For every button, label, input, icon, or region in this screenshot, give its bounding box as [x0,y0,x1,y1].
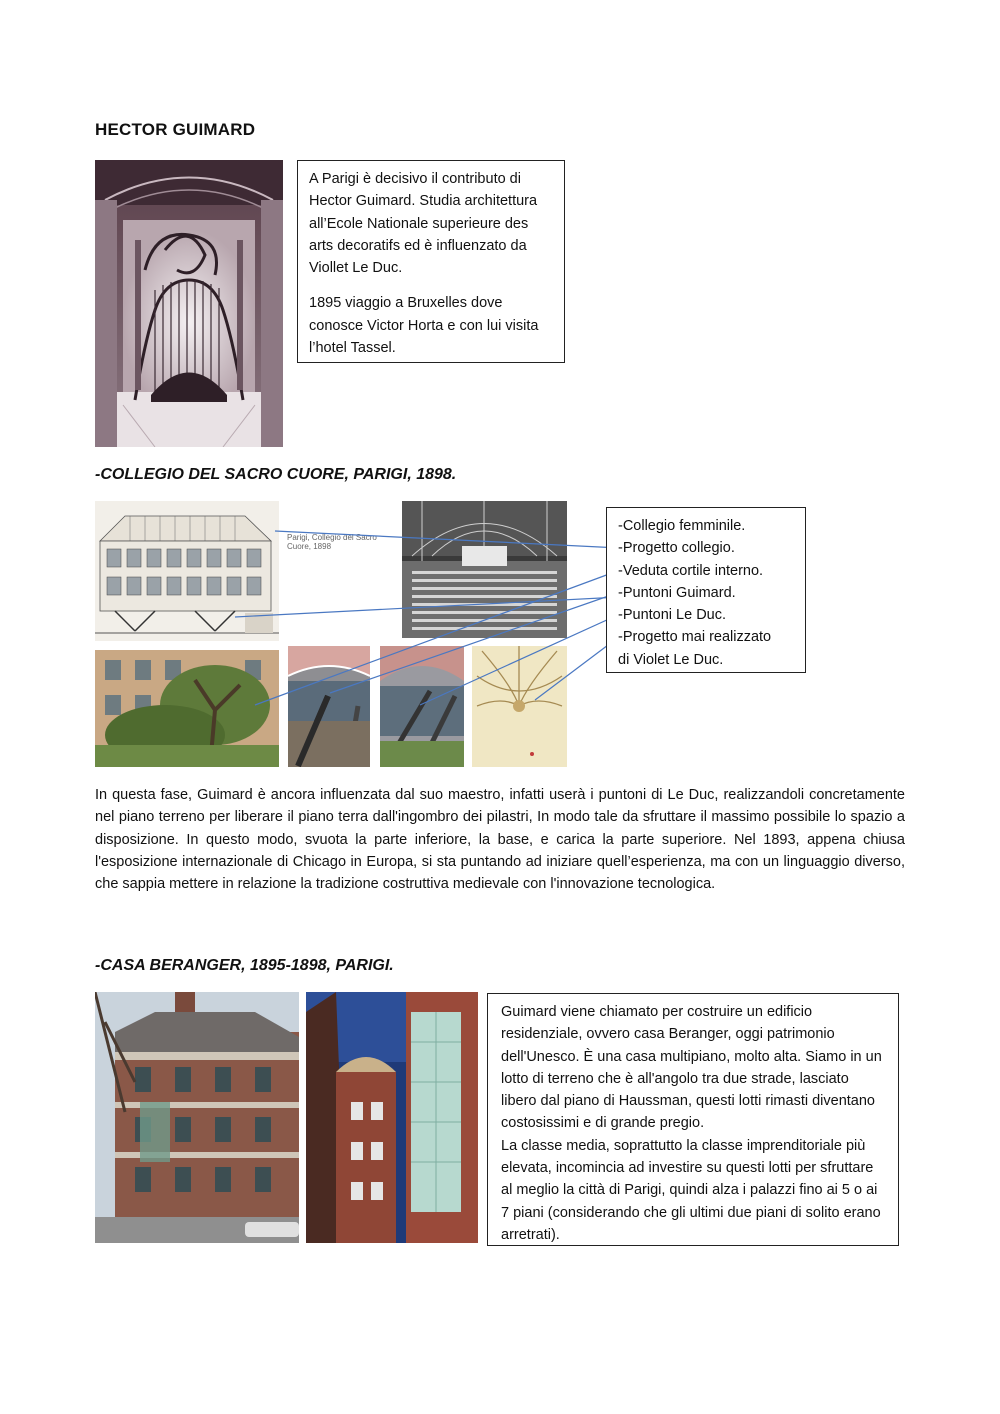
beranger-courtyard-photo [306,992,478,1243]
intro-paragraph-1: A Parigi è decisivo il contributo di Hector Guimard. Studia architettura all’Ecole Nationale superieure des arts decoratifs ed è influenzato da Viollet Le Duc. [309,171,538,277]
intro-paragraph-2: 1895 viaggio a Bruxelles dove conosce Victor Horta e con lui visita l’hotel Tassel. [309,295,539,357]
legend-item-4: -Puntoni Guimard. [618,584,736,601]
beranger-paragraph-1: Guimard viene chiamato per costruire un edificio residenziale, ovvero casa Beranger, oggi patrimonio dell'Unesco. È una casa multipiano, molto alta. Siamo in un lotto di terreno che è all'angolo tra due strade, lasciato libero dal piano di Haussman, questi lotti rimasti diventano costosissimi e di grande pregio. [501,1004,882,1132]
beranger-facade-photo [95,992,299,1243]
collegio-paragraph: In questa fase, Guimard è ancora influenzata dal suo maestro, infatti userà i puntoni di Le Duc, realizzandoli concretamente nel piano terreno per liberare il piano terra dall'ingombro dei pilastri, In modo tale da sfruttare il massimo possibile lo spazio a disposizione. In questo modo, svuota la parte inferiore, la base, e carica la parte superiore. Nel 1893, appena chiusa l'esposizione internazionale di Chicago in Europa, si sta puntando ad iniziare quell’esperienza, ma con un linguaggio diverso, che sappia mettere in relazione la tradizione costruttiva medievale con l'innovazione tecnologica. [95,787,905,893]
section-heading-beranger: -CASA BERANGER, 1895-1898, PARIGI. [95,957,394,974]
college-legend-box [606,507,806,673]
legend-item-1: -Collegio femminile. [618,518,746,534]
section-heading-collegio: -COLLEGIO DEL SACRO CUORE, PARIGI, 1898. [95,466,457,483]
beranger-paragraph-2: La classe media, soprattutto la classe imprenditoriale più elevata, incomincia ad investire su questi lotti per sfruttare al meglio la città di Parigi, quindi alza i palazzi fino ai 5 o ai 7 piani (considerando che gli ultimi due piani di solito erano arretrati). [501,1137,881,1243]
beranger-text-box [487,993,899,1246]
legend-item-6: -Progetto mai realizzato [618,629,772,646]
legend-item-2: -Progetto collegio. [618,540,735,557]
caption-line-1: Parigi, Collegio del Sacro [287,533,377,542]
page-title: HECTOR GUIMARD [95,120,256,139]
legend-item-7: di Violet Le Duc. [618,651,724,668]
caption-line-2: Cuore, 1898 [287,542,332,551]
legend-item-3: -Veduta cortile interno. [618,562,764,579]
legend-item-5: -Puntoni Le Duc. [618,607,727,624]
